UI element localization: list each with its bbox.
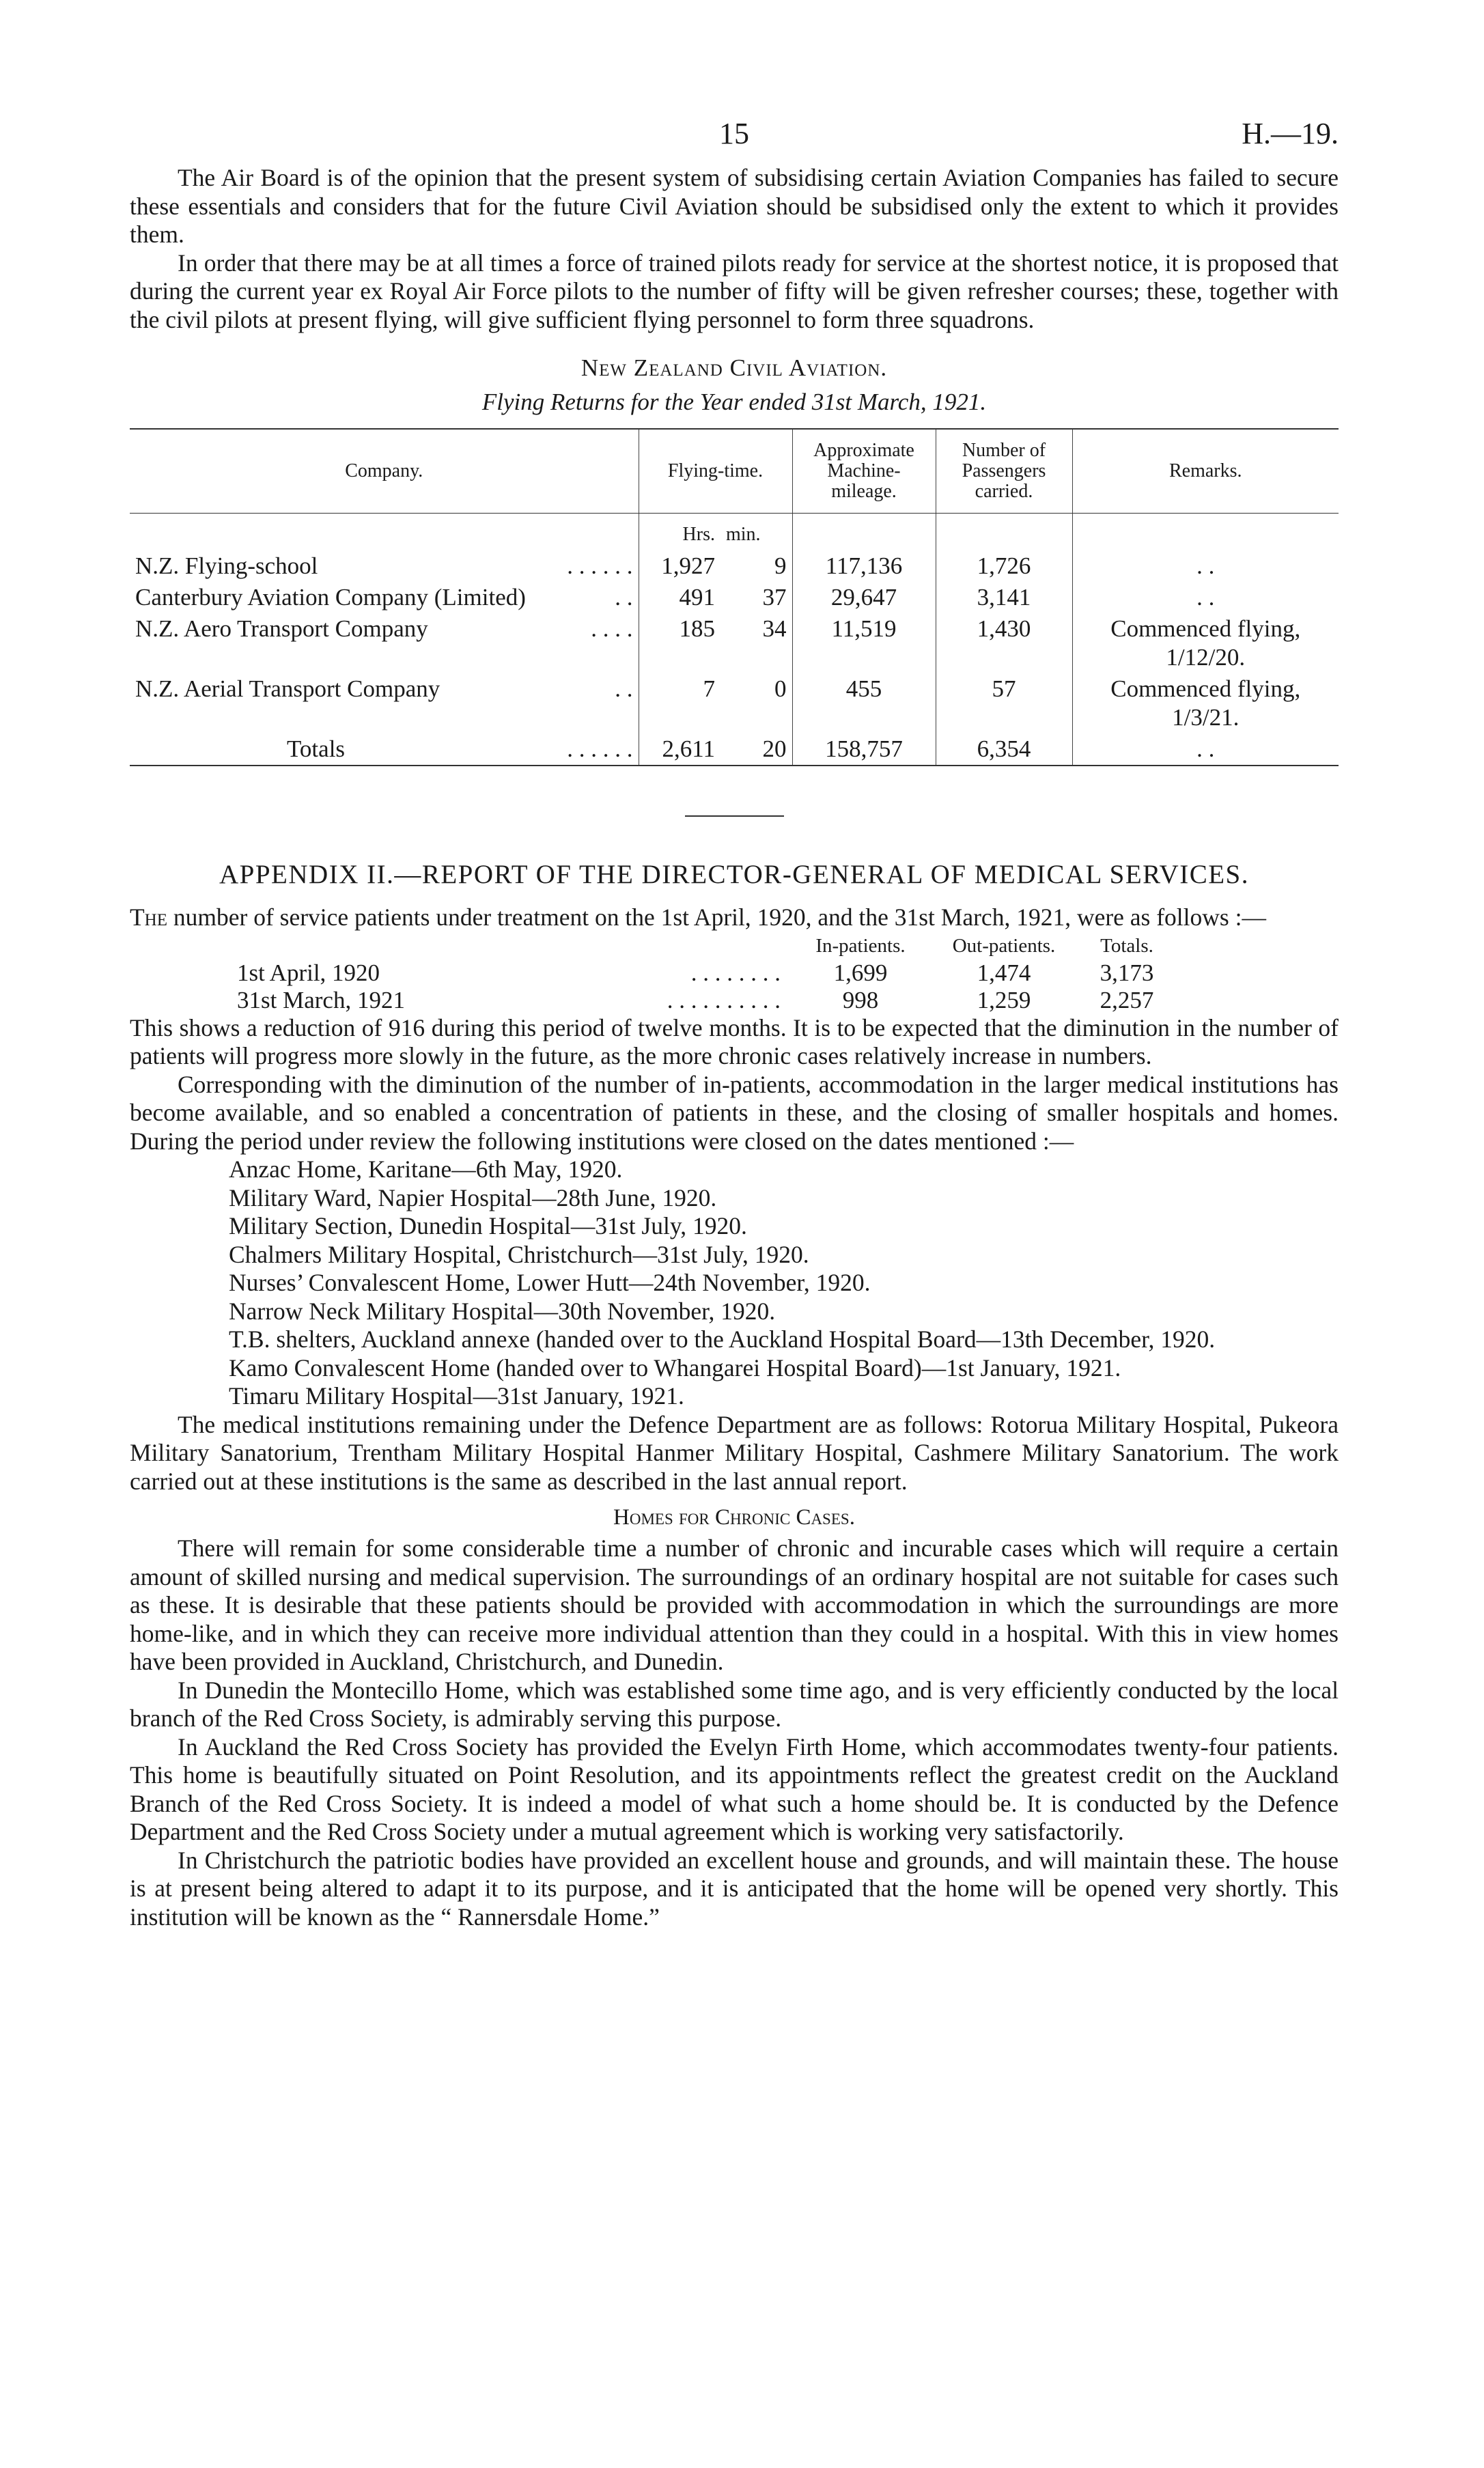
out-patients-cell: 1,259 bbox=[977, 986, 1031, 1013]
out-patients-cell: 1,474 bbox=[977, 959, 1031, 986]
col-passengers: Number of Passengers carried. bbox=[936, 429, 1072, 514]
intro-rest: number of service patients under treatment on the 1st April, 1920, and the 31st March, 1921, were as follows :— bbox=[167, 903, 1266, 931]
corresponding-paragraph: Corresponding with the diminution of the number of in-patients, accommodation in the larger medical institutions has become available, and so enabled a concentration of patients in these, and the closing of smaller hospitals and homes. During the period under review the following institutions were closed on the dates mentioned :— bbox=[130, 1070, 1339, 1155]
remarks-cell: Commenced flying, 1/12/20. bbox=[1072, 613, 1339, 673]
patients-header-row bbox=[229, 932, 1178, 959]
table-row bbox=[130, 550, 1339, 582]
intro-lead-word: The bbox=[130, 903, 168, 931]
list-item: Military Section, Dunedin Hospital—31st July, 1920. bbox=[229, 1212, 747, 1239]
homes-paragraph: In Auckland the Red Cross Society has provided the Evelyn Firth Home, which accommodates twenty-four patients. This home is beautifully situated on Point Resolution, and its appointments reflect the greatest credit on the Auckland Branch of the Red Cross Society. It is indeed a model of what such a home should be. It is conducted by the Defence Department and the Red Cross Society under a mutual agreement which is working very satisfactorily. bbox=[130, 1733, 1339, 1845]
list-item: Narrow Neck Military Hospital—30th November, 1920. bbox=[229, 1297, 776, 1325]
in-patients-cell: 998 bbox=[842, 986, 879, 1013]
table-subtitle: Flying Returns for the Year ended 31st March, 1921. bbox=[481, 389, 987, 415]
dot-leader: . . bbox=[615, 675, 633, 702]
total-minutes: 20 bbox=[762, 735, 787, 762]
minutes-cell: 0 bbox=[774, 675, 787, 702]
hours-cell: 491 bbox=[639, 582, 720, 613]
mileage-cell: 11,519 bbox=[792, 613, 936, 673]
homes-paragraph: In Christchurch the patriotic bodies have provided an excellent house and grounds, and will maintain these. The house is at present being altered to adapt it to its purpose, and it is anticipated that the home will be opened very shortly. This institution will be known as the “ Rannersdale Home.” bbox=[130, 1846, 1339, 1931]
col-in-patients: In-patients. bbox=[815, 934, 906, 957]
total-remarks: . . bbox=[1072, 733, 1339, 766]
mileage-cell: 117,136 bbox=[792, 550, 936, 582]
unit-hrs: Hrs. bbox=[639, 514, 720, 551]
unit-min: min. bbox=[726, 524, 761, 545]
table-header-row bbox=[130, 429, 1339, 514]
remarks-cell: . . bbox=[1072, 550, 1339, 582]
col-mileage: Approximate Machine-mileage. bbox=[792, 429, 936, 514]
total-mileage: 158,757 bbox=[792, 733, 936, 766]
passengers-cell: 1,430 bbox=[936, 613, 1072, 673]
dot-leader: . . . . . . bbox=[567, 735, 633, 762]
passengers-cell: 1,726 bbox=[936, 550, 1072, 582]
list-item: Anzac Home, Karitane—6th May, 1920. bbox=[229, 1155, 623, 1183]
minutes-cell: 34 bbox=[762, 615, 787, 642]
table-row bbox=[229, 959, 1178, 987]
dot-leader: . . bbox=[615, 584, 633, 611]
hours-cell: 1,927 bbox=[639, 550, 720, 582]
col-remarks: Remarks. bbox=[1072, 429, 1339, 514]
col-totals: Totals. bbox=[1100, 934, 1153, 957]
appendix-title: APPENDIX II.—REPORT OF THE DIRECTOR-GENERAL OF MEDICAL SERVICES. bbox=[219, 860, 1249, 889]
date-cell: 31st March, 1921 bbox=[237, 986, 405, 1013]
dot-leader: . . . . bbox=[591, 615, 633, 642]
col-company: Company. bbox=[130, 429, 639, 514]
patients-table bbox=[229, 932, 1178, 1014]
list-item: T.B. shelters, Auckland annexe (handed over to the Auckland Hospital Board—13th December, 1920. bbox=[229, 1326, 1216, 1353]
totals-row bbox=[130, 733, 1339, 766]
company-name: Canterbury Aviation Company (Limited) bbox=[135, 584, 526, 611]
homes-paragraph: In Dunedin the Montecillo Home, which was established some time ago, and is very efficiently conducted by the local branch of the Red Cross Society, is admirably serving this purpose. bbox=[130, 1676, 1339, 1732]
reduction-paragraph: This shows a reduction of 916 during this period of twelve months. It is to be expected that the diminution in the number of patients will progress more slowly in the future, as the more chronic cases relatively increase in numbers. bbox=[130, 1013, 1339, 1069]
total-passengers: 6,354 bbox=[936, 733, 1072, 766]
table-row bbox=[130, 673, 1339, 733]
total-hours: 2,611 bbox=[639, 733, 720, 766]
appendix-intro bbox=[130, 903, 1339, 932]
intro-paragraph-2: In order that there may be at all times a force of trained pilots ready for service at the shortest notice, it is proposed that during the current year ex Royal Air Force pilots to the number of fifty will be given refresher courses; these, together with the civil pilots at present flying, will give sufficient flying personnel to form three squadrons. bbox=[130, 249, 1339, 333]
table-title: New Zealand Civil Aviation. bbox=[580, 354, 888, 381]
date-cell: 1st April, 1920 bbox=[237, 959, 380, 986]
list-item: Kamo Convalescent Home (handed over to Whangarei Hospital Board)—1st January, 1921. bbox=[229, 1354, 1121, 1382]
table-row bbox=[130, 582, 1339, 613]
in-patients-cell: 1,699 bbox=[833, 959, 888, 986]
civil-aviation-table bbox=[130, 428, 1339, 766]
document-page bbox=[130, 116, 1339, 1931]
hours-cell: 185 bbox=[639, 613, 720, 673]
homes-paragraph: There will remain for some considerable time a number of chronic and incurable cases which will require a certain amount of skilled nursing and medical supervision. The surroundings of an ordinary hospital are not suitable for cases such as these. It is desirable that these patients should be provided with accommodation in which the surroundings are more home-like, and in which they can receive more individual attention than they could in a hospital. With this in view homes have been provided in Auckland, Christchurch, and Dunedin. bbox=[130, 1534, 1339, 1675]
table-row bbox=[229, 987, 1178, 1014]
passengers-cell: 57 bbox=[936, 673, 1072, 733]
list-item: Military Ward, Napier Hospital—28th June, 1920. bbox=[229, 1183, 717, 1211]
mileage-cell: 455 bbox=[792, 673, 936, 733]
col-out-patients: Out-patients. bbox=[952, 934, 1056, 957]
totals-cell: 3,173 bbox=[1100, 959, 1154, 986]
remarks-cell: Commenced flying, 1/3/21. bbox=[1072, 673, 1339, 733]
intro-paragraph-1: The Air Board is of the opinion that the present system of subsidising certain Aviation Companies has failed to secure these essentials and considers that for the future Civil Aviation should be subsidised only the extent to which it provides them. bbox=[130, 164, 1339, 248]
dot-leader: . . . . . . . . bbox=[690, 959, 781, 986]
list-item: Nurses’ Convalescent Home, Lower Hutt—24th November, 1920. bbox=[229, 1269, 871, 1296]
mileage-cell: 29,647 bbox=[792, 582, 936, 613]
remaining-institutions-paragraph: The medical institutions remaining under the Defence Department are as follows: Rotorua Military Hospital, Pukeora Military Sanatorium, Trentham Military Hospital Hanmer Military Hospital, Cashmere Military Sanatorium. The work carried out at these institutions is the same as described in the last annual report. bbox=[130, 1410, 1339, 1495]
section-divider bbox=[685, 815, 784, 817]
company-name: N.Z. Flying-school bbox=[135, 552, 318, 579]
list-item: Chalmers Military Hospital, Christchurch—31st July, 1920. bbox=[229, 1240, 809, 1268]
hours-cell: 7 bbox=[639, 673, 720, 733]
company-name: N.Z. Aerial Transport Company bbox=[135, 675, 440, 702]
units-row bbox=[130, 514, 1339, 551]
list-item: Timaru Military Hospital—31st January, 1921. bbox=[229, 1382, 684, 1410]
totals-label: Totals bbox=[287, 735, 346, 762]
table-row bbox=[130, 613, 1339, 673]
col-flying-time: Flying-time. bbox=[639, 429, 792, 514]
page-header bbox=[130, 116, 1339, 164]
minutes-cell: 37 bbox=[762, 584, 787, 611]
totals-cell: 2,257 bbox=[1100, 986, 1154, 1013]
closed-institutions-list bbox=[130, 1155, 1339, 1411]
passengers-cell: 3,141 bbox=[936, 582, 1072, 613]
remarks-cell: . . bbox=[1072, 582, 1339, 613]
dot-leader: . . . . . . . . . . bbox=[667, 986, 781, 1013]
page-number: 15 bbox=[719, 117, 749, 150]
document-reference: H.—19. bbox=[1242, 117, 1339, 150]
minutes-cell: 9 bbox=[774, 552, 787, 579]
dot-leader: . . . . . . bbox=[567, 552, 633, 579]
company-name: N.Z. Aero Transport Company bbox=[135, 615, 428, 642]
section-heading: Homes for Chronic Cases. bbox=[613, 1505, 855, 1530]
